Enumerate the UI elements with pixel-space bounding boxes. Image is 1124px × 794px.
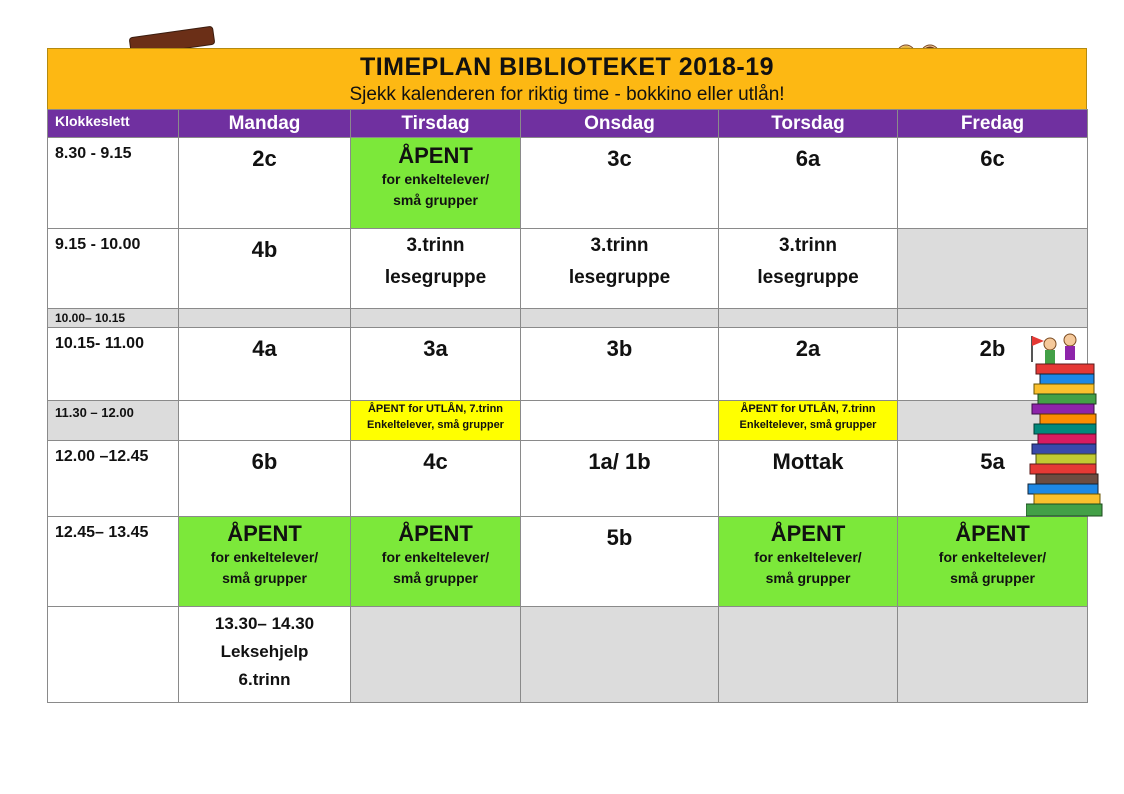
closed-slot-cell [719,309,898,328]
slot-cell: 3b [521,328,719,401]
slot-cell: 3.trinn lesegruppe [719,229,898,309]
table-row [48,607,1088,703]
column-header-thursday: Torsdag [719,110,898,138]
column-header-monday: Mandag [179,110,351,138]
page-title: TIMEPLAN BIBLIOTEKET 2018-19 [359,53,775,81]
closed-slot-cell [521,309,719,328]
column-header-tuesday: Tirsdag [351,110,521,138]
time-cell: 12.45– 13.45 [48,517,179,607]
closed-slot-cell [898,607,1088,703]
slot-cell: 5a [898,441,1088,517]
slot-cell: 4a [179,328,351,401]
closed-slot-cell [351,607,521,703]
table-row [48,138,1088,229]
slot-cell [179,401,351,441]
slot-cell: 3a [351,328,521,401]
slot-cell: 2c [179,138,351,229]
slot-cell: 4b [179,229,351,309]
time-cell: 11.30 – 12.00 [48,401,179,441]
open-slot-cell: ÅPENT for enkeltelever/ små grupper [351,517,521,607]
slot-cell: 6a [719,138,898,229]
open-slot-cell: ÅPENT for enkeltelever/ små grupper [898,517,1088,607]
closed-slot-cell [179,309,351,328]
slot-cell: Mottak [719,441,898,517]
header-row [48,110,1088,138]
slot-cell: 4c [351,441,521,517]
title-banner [47,48,1087,109]
table-row [48,309,1088,328]
column-header-wednesday: Onsdag [521,110,719,138]
open-slot-cell: ÅPENT for enkeltelever/ små grupper [351,138,521,229]
homework-slot-cell: 13.30– 14.30 Leksehjelp 6.trinn [179,607,351,703]
slot-cell: 3c [521,138,719,229]
closed-slot-cell [898,229,1088,309]
slot-cell: 2a [719,328,898,401]
time-cell: 8.30 - 9.15 [48,138,179,229]
slot-cell: 5b [521,517,719,607]
closed-slot-cell [898,309,1088,328]
column-header-time: Klokkeslett [48,110,179,138]
table-row [48,229,1088,309]
column-header-friday: Fredag [898,110,1088,138]
lending-slot-cell: ÅPENT for UTLÅN, 7.trinn Enkeltelever, små grupper [719,401,898,441]
closed-slot-cell [719,607,898,703]
lending-slot-cell: ÅPENT for UTLÅN, 7.trinn Enkeltelever, små grupper [351,401,521,441]
time-cell: 9.15 - 10.00 [48,229,179,309]
slot-cell: 6c [898,138,1088,229]
time-cell: 12.00 –12.45 [48,441,179,517]
slot-cell: 3.trinn lesegruppe [351,229,521,309]
table-row [48,517,1088,607]
table-row [48,441,1088,517]
slot-cell: 1a/ 1b [521,441,719,517]
closed-slot-cell [521,607,719,703]
time-cell: 10.00– 10.15 [48,309,179,328]
slot-cell: 3.trinn lesegruppe [521,229,719,309]
slot-cell: 2b [898,328,1088,401]
table-row [48,401,1088,441]
slot-cell: 6b [179,441,351,517]
open-slot-cell: ÅPENT for enkeltelever/ små grupper [719,517,898,607]
timetable [47,109,1088,703]
book-tower-icon [1026,332,1106,524]
closed-slot-cell [351,309,521,328]
page-subtitle: Sjekk kalenderen for riktig time - bokkino eller utlån! [349,84,785,105]
time-cell [48,607,179,703]
slot-cell [521,401,719,441]
table-row [48,328,1088,401]
open-slot-cell: ÅPENT for enkeltelever/ små grupper [179,517,351,607]
time-cell: 10.15- 11.00 [48,328,179,401]
